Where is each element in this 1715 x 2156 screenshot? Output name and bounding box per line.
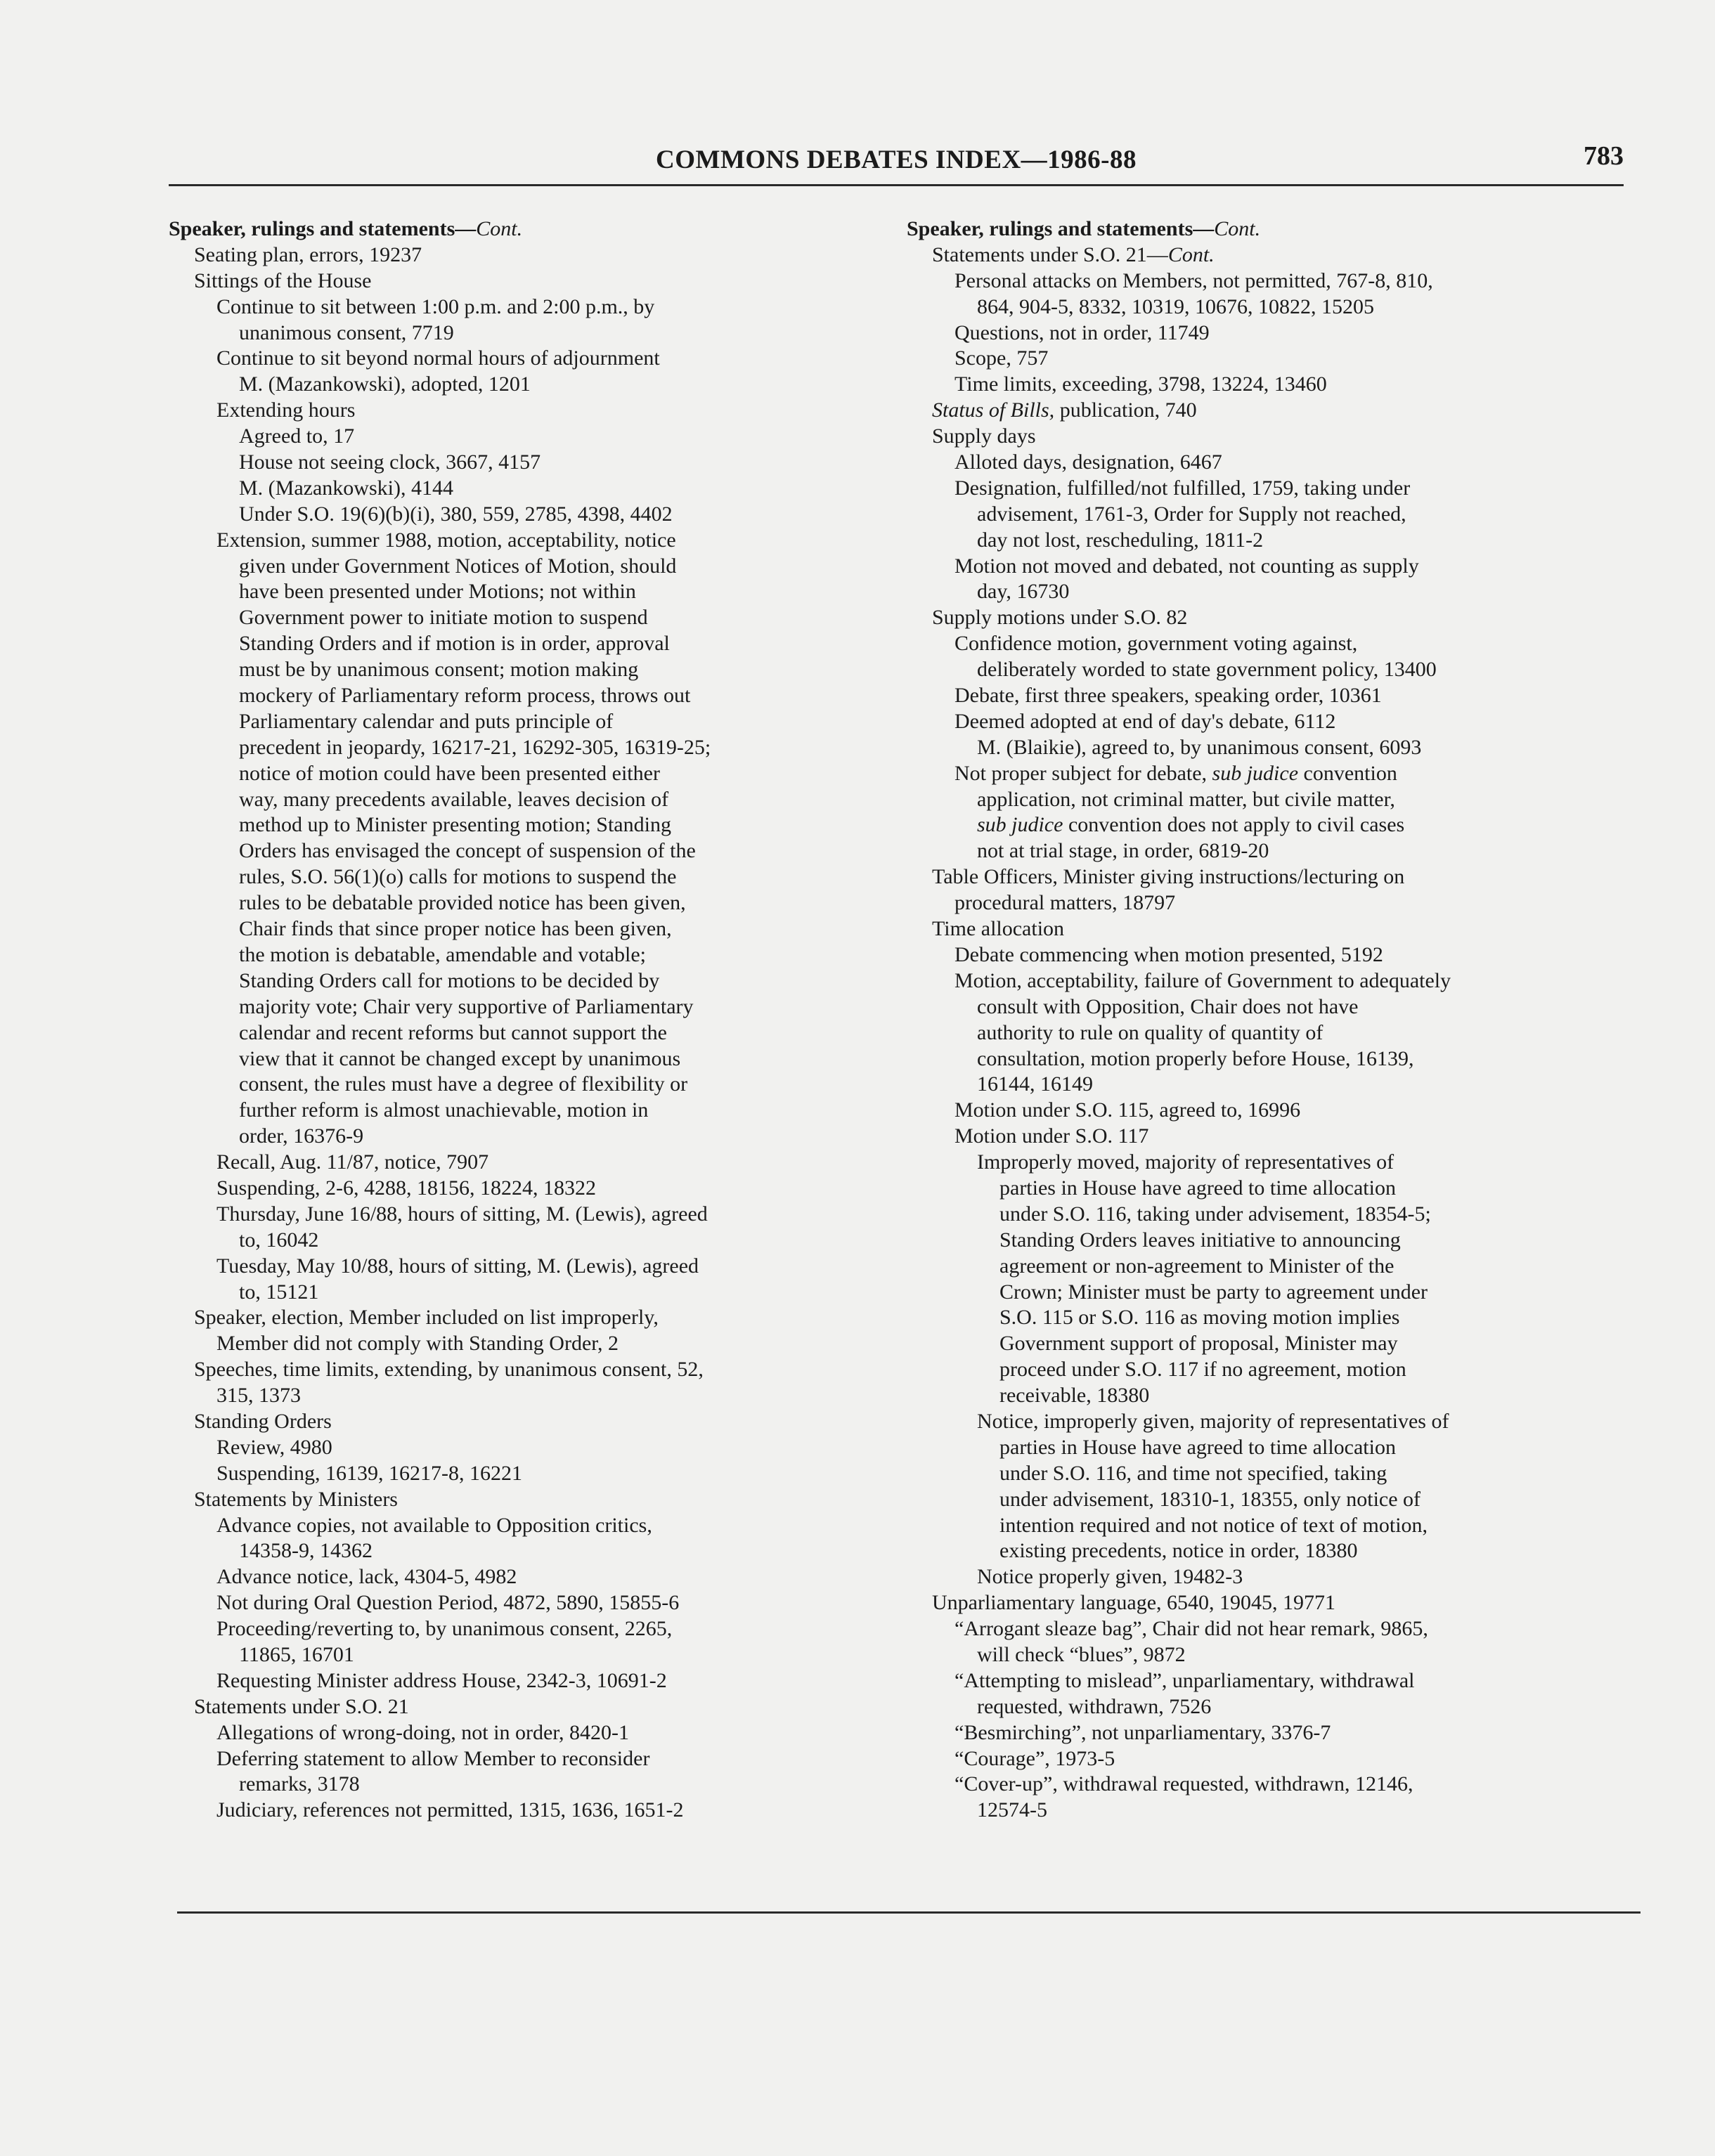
index-entry-text: order, 16376-9 (239, 1124, 364, 1148)
index-entry-line (169, 968, 872, 994)
index-entry-line (907, 864, 1631, 890)
index-entry-text: Standing Orders call for motions to be decided by (239, 968, 660, 992)
index-entry-text: majority vote; Chair very supportive of Parliamentary (239, 994, 694, 1018)
index-entry-text: intention required and not notice of text of motion, (999, 1513, 1428, 1537)
index-entry-line (907, 1228, 1631, 1254)
index-entry-text: Review, 4980 (216, 1435, 332, 1459)
index-entry-text: Table Officers, Minister giving instructions/lecturing on (932, 865, 1405, 889)
index-entry-text: calendar and recent reforms but cannot support the (239, 1020, 667, 1044)
index-entry-line (169, 1538, 872, 1564)
index-entry-text: Time allocation (932, 917, 1065, 941)
index-entry-line (907, 242, 1631, 268)
index-entry-line (169, 554, 872, 580)
index-entry-line (169, 994, 872, 1020)
index-entry-line (907, 1383, 1631, 1409)
index-entry-text: 12574-5 (977, 1798, 1047, 1822)
index-entry-line (169, 1331, 872, 1357)
index-entry-line (907, 216, 1631, 242)
index-entry-text: Sittings of the House (194, 268, 372, 292)
index-entry-line (907, 1435, 1631, 1461)
index-entry-line (169, 1772, 872, 1798)
index-entry-line (907, 631, 1631, 657)
index-entry-line (907, 1487, 1631, 1513)
index-entry-text: requested, withdrawn, 7526 (977, 1694, 1212, 1718)
index-entry-line (907, 372, 1631, 398)
index-entry-line (907, 1202, 1631, 1228)
index-entry-text: convention does not apply to civil cases (1063, 813, 1405, 837)
index-entry-text: unanimous consent, 7719 (239, 320, 454, 344)
index-entry-line (169, 683, 872, 709)
index-entry-line (907, 812, 1631, 838)
index-entry-text: Alloted days, designation, 6467 (954, 450, 1222, 474)
index-entry-line (169, 1564, 872, 1590)
index-entry-text: “Courage”, 1973-5 (954, 1746, 1115, 1770)
page-number: 783 (1584, 141, 1624, 171)
index-entry-text: the motion is debatable, amendable and votable; (239, 942, 646, 966)
index-entry-line (907, 890, 1631, 916)
index-entry-line (907, 1616, 1631, 1642)
footer-rule (177, 1911, 1640, 1914)
index-entry-text: Motion under S.O. 117 (954, 1124, 1149, 1148)
index-entry-line (907, 1668, 1631, 1694)
index-entry-text: to, 15121 (239, 1280, 319, 1304)
index-entry-line (169, 864, 872, 890)
index-entry-text: authority to rule on quality of quantity of (977, 1020, 1324, 1044)
index-entry-line (907, 1072, 1631, 1098)
index-entry-text: Cont. (1214, 217, 1261, 240)
index-entry-line (907, 1357, 1631, 1383)
page-title: COMMONS DEBATES INDEX—1986-88 (656, 145, 1137, 174)
index-entry-line (907, 1694, 1631, 1720)
index-entry-text: M. (Blaikie), agreed to, by unanimous consent, 6093 (977, 735, 1422, 759)
index-entry-line (169, 1383, 872, 1409)
index-entry-text: have been presented under Motions; not within (239, 580, 636, 604)
index-column-right (907, 216, 1631, 1824)
index-entry-text: Orders has envisaged the concept of suspension of the (239, 839, 696, 863)
index-entry-line (169, 1150, 872, 1176)
index-entry-text: Designation, fulfilled/not fulfilled, 1759, taking under (954, 476, 1411, 500)
index-entry-line (907, 735, 1631, 761)
index-entry-line (907, 683, 1631, 709)
index-entry-line (169, 761, 872, 787)
index-entry-line (907, 1564, 1631, 1590)
index-entry-text: Continue to sit beyond normal hours of adjournment (216, 346, 660, 370)
index-entry-text: Judiciary, references not permitted, 1315, 1636, 1651-2 (216, 1798, 684, 1822)
index-entry-line (907, 320, 1631, 346)
index-entry-line (169, 450, 872, 476)
index-entry-text: Member did not comply with Standing Order, 2 (216, 1332, 619, 1356)
index-entry-text: consultation, motion properly before House, 16139, (977, 1046, 1414, 1070)
index-entry-line (169, 1513, 872, 1539)
index-entry-line (169, 735, 872, 761)
index-entry-line (169, 1254, 872, 1280)
index-entry-text: S.O. 115 or S.O. 116 as moving motion implies (999, 1306, 1400, 1330)
index-entry-line (169, 1176, 872, 1202)
index-entry-line (907, 1124, 1631, 1150)
index-entry-text: agreement or non-agreement to Minister of the (999, 1254, 1394, 1278)
index-entry-line (169, 1668, 872, 1694)
index-entry-text: Supply motions under S.O. 82 (932, 606, 1188, 630)
index-entry-text: receivable, 18380 (999, 1384, 1150, 1408)
index-entry-text: Suspending, 16139, 16217-8, 16221 (216, 1461, 522, 1485)
index-entry-text: Standing Orders (194, 1409, 332, 1433)
index-entry-line (169, 424, 872, 450)
index-entry-text: Confidence motion, government voting against, (954, 632, 1358, 656)
index-entry-text: Government support of proposal, Minister may (999, 1332, 1398, 1356)
index-entry-line (169, 268, 872, 294)
index-entry-line (907, 605, 1631, 631)
index-entry-line (907, 942, 1631, 968)
index-entry-line (169, 1228, 872, 1254)
index-entry-line (169, 1020, 872, 1046)
index-entry-text: Deemed adopted at end of day's debate, 6112 (954, 709, 1336, 733)
index-entry-text: precedent in jeopardy, 16217-21, 16292-305, 16319-25; (239, 735, 711, 759)
index-entry-text: Deferring statement to allow Member to reconsider (216, 1746, 650, 1770)
index-entry-text: Debate, first three speakers, speaking order, 10361 (954, 684, 1382, 708)
index-entry-line (169, 890, 872, 916)
index-entry-text: parties in House have agreed to time allocation (999, 1435, 1396, 1459)
page-header (169, 141, 1624, 183)
index-entry-line (169, 579, 872, 605)
index-entry-text: given under Government Notices of Motion, should (239, 554, 677, 578)
index-entry-line (907, 346, 1631, 372)
index-entry-line (169, 320, 872, 346)
index-entry-text: Extending hours (216, 398, 356, 422)
index-entry-text: sub judice (1212, 761, 1299, 785)
index-entry-text: Allegations of wrong-doing, not in order, 8420-1 (216, 1720, 630, 1744)
index-entry-line (907, 1254, 1631, 1280)
index-entry-line (169, 1357, 872, 1383)
index-entry-line (907, 1150, 1631, 1176)
index-entry-text: further reform is almost unachievable, motion in (239, 1098, 649, 1122)
index-entry-text: to, 16042 (239, 1228, 319, 1252)
index-entry-text: Crown; Minister must be party to agreement under (999, 1280, 1428, 1304)
index-entry-line (169, 1642, 872, 1668)
index-entry-line (907, 476, 1631, 502)
index-entry-line (907, 1176, 1631, 1202)
index-entry-text: way, many precedents available, leaves decision of (239, 787, 669, 811)
index-entry-line (169, 1694, 872, 1720)
index-entry-line (907, 1046, 1631, 1072)
index-entry-text: “Attempting to mislead”, unparliamentary, withdrawal (954, 1668, 1415, 1692)
index-entry-text: Status of Bills, (932, 398, 1055, 422)
index-entry-text: deliberately worded to state government policy, 13400 (977, 658, 1437, 682)
index-entry-line (907, 1020, 1631, 1046)
index-entry-line (907, 1590, 1631, 1616)
index-entry-line (169, 1487, 872, 1513)
index-entry-text: view that it cannot be changed except by unanimous (239, 1046, 681, 1070)
index-entry-line (907, 838, 1631, 864)
index-entry-line (907, 424, 1631, 450)
index-entry-line (169, 1305, 872, 1331)
index-entry-text: proceed under S.O. 117 if no agreement, motion (999, 1358, 1406, 1382)
index-entry-line (907, 579, 1631, 605)
index-entry-text: House not seeing clock, 3667, 4157 (239, 450, 541, 474)
index-entry-text: M. (Mazankowski), 4144 (239, 476, 453, 500)
index-entry-text: Speaker, election, Member included on list improperly, (194, 1306, 659, 1330)
index-entry-text: day, 16730 (977, 580, 1070, 604)
index-entry-text: Motion, acceptability, failure of Government to adequately (954, 968, 1451, 992)
index-entry-text: Speaker, rulings and statements (907, 217, 1193, 240)
index-entry-line (907, 1280, 1631, 1306)
index-entry-text: convention (1298, 761, 1397, 785)
index-entry-text: application, not criminal matter, but civile matter, (977, 787, 1395, 811)
index-entry-text: Thursday, June 16/88, hours of sitting, M. (Lewis), agreed (216, 1202, 708, 1226)
index-entry-text: “Besmirching”, not unparliamentary, 3376-7 (954, 1720, 1331, 1744)
index-entry-text: Cont. (476, 217, 523, 240)
index-entry-text: notice of motion could have been presented either (239, 761, 660, 785)
index-entry-text: Advance copies, not available to Opposition critics, (216, 1513, 652, 1537)
index-entry-text: Not proper subject for debate, (954, 761, 1212, 785)
index-entry-line (169, 1098, 872, 1124)
index-entry-line (907, 1098, 1631, 1124)
index-entry-text: Time limits, exceeding, 3798, 13224, 13460 (954, 372, 1327, 396)
index-entry-text: Agreed to, 17 (239, 424, 355, 448)
index-entry-text: Not during Oral Question Period, 4872, 5890, 15855-6 (216, 1591, 680, 1615)
index-entry-line (907, 294, 1631, 320)
index-entry-text: will check “blues”, 9872 (977, 1642, 1186, 1666)
index-entry-line (907, 916, 1631, 942)
index-entry-line (907, 528, 1631, 554)
index-entry-line (169, 1072, 872, 1098)
index-column-left (169, 216, 872, 1824)
index-entry-text: Statements under S.O. 21 (194, 1694, 409, 1718)
index-entry-text: sub judice (977, 813, 1063, 837)
index-entry-text: method up to Minister presenting motion; Standing (239, 813, 671, 837)
index-entry-text: rules to be debatable provided notice has been given, (239, 891, 686, 915)
index-entry-text: consult with Opposition, Chair does not have (977, 994, 1359, 1018)
index-entry-text: day not lost, rescheduling, 1811-2 (977, 528, 1264, 552)
index-entry-text: 14358-9, 14362 (239, 1539, 373, 1563)
index-entry-text: — (455, 217, 477, 240)
index-entry-text: Standing Orders and if motion is in order, approval (239, 632, 670, 656)
index-entry-text: Unparliamentary language, 6540, 19045, 19771 (932, 1591, 1336, 1615)
index-entry-text: “Arrogant sleaze bag”, Chair did not hear remark, 9865, (954, 1617, 1428, 1641)
index-entry-text: M. (Mazankowski), adopted, 1201 (239, 372, 531, 396)
index-entry-text: Requesting Minister address House, 2342-3, 10691-2 (216, 1668, 667, 1692)
index-entry-line (907, 761, 1631, 787)
index-entry-text: Statements under S.O. 21— (932, 242, 1168, 266)
index-entry-text: Seating plan, errors, 19237 (194, 242, 422, 266)
index-entry-text: Motion under S.O. 115, agreed to, 16996 (954, 1098, 1301, 1122)
index-entry-line (907, 1642, 1631, 1668)
index-entry-line (907, 1720, 1631, 1746)
index-entry-text: Speaker, rulings and statements (169, 217, 455, 240)
index-entry-text: under S.O. 116, taking under advisement, 18354-5; (999, 1202, 1431, 1226)
index-entry-text: existing precedents, notice in order, 18380 (999, 1539, 1358, 1563)
header-rule (169, 184, 1624, 186)
index-entry-text: Extension, summer 1988, motion, acceptability, notice (216, 528, 676, 552)
index-entry-line (169, 1461, 872, 1487)
index-entry-text: Government power to initiate motion to suspend (239, 606, 648, 630)
index-entry-line (169, 1280, 872, 1306)
index-entry-line (169, 812, 872, 838)
index-entry-text: mockery of Parliamentary reform process, throws out (239, 684, 691, 708)
index-entry-line (169, 1124, 872, 1150)
index-entry-line (169, 1202, 872, 1228)
index-entry-text: Standing Orders leaves initiative to announcing (999, 1228, 1401, 1252)
index-entry-line (169, 787, 872, 813)
index-entry-text: rules, S.O. 56(1)(o) calls for motions to suspend the (239, 865, 677, 889)
index-entry-line (907, 1461, 1631, 1487)
index-entry-text: procedural matters, 18797 (954, 891, 1176, 915)
index-entry-text: parties in House have agreed to time allocation (999, 1176, 1396, 1200)
index-entry-text: Supply days (932, 424, 1036, 448)
index-entry-line (907, 994, 1631, 1020)
index-entry-text: consent, the rules must have a degree of flexibility or (239, 1072, 688, 1096)
index-entry-line (169, 657, 872, 683)
index-entry-line (169, 502, 872, 528)
index-entry-text: must be by unanimous consent; motion making (239, 658, 639, 682)
index-entry-text: Cont. (1167, 242, 1215, 266)
index-entry-text: 864, 904-5, 8332, 10319, 10676, 10822, 15205 (977, 294, 1374, 318)
index-entry-text: Improperly moved, majority of representatives of (977, 1150, 1394, 1174)
index-entry-line (907, 787, 1631, 813)
index-entry-text: 315, 1373 (216, 1384, 301, 1408)
index-entry-line (169, 398, 872, 424)
index-entry-text: not at trial stage, in order, 6819-20 (977, 839, 1269, 863)
index-entry-line (169, 1046, 872, 1072)
index-entry-text: Recall, Aug. 11/87, notice, 7907 (216, 1150, 489, 1174)
index-entry-line (907, 709, 1631, 735)
index-entry-line (907, 1513, 1631, 1539)
index-entry-line (907, 1409, 1631, 1435)
index-entry-text: Questions, not in order, 11749 (954, 320, 1210, 344)
index-entry-line (169, 528, 872, 554)
index-entry-line (169, 916, 872, 942)
index-entry-line (169, 1409, 872, 1435)
index-entry-text: remarks, 3178 (239, 1772, 360, 1796)
index-entry-line (169, 1798, 872, 1824)
index-entry-text: under S.O. 116, and time not specified, taking (999, 1461, 1387, 1485)
index-entry-line (907, 1331, 1631, 1357)
index-entry-line (169, 1720, 872, 1746)
index-entry-line (907, 268, 1631, 294)
index-entry-line (907, 1772, 1631, 1798)
index-entry-line (169, 216, 872, 242)
index-entry-line (907, 450, 1631, 476)
index-entry-text: Motion not moved and debated, not counting as supply (954, 554, 1419, 578)
index-entry-text: — (1193, 217, 1215, 240)
index-entry-line (907, 502, 1631, 528)
index-entry-line (907, 398, 1631, 424)
index-entry-text: Chair finds that since proper notice has been given, (239, 917, 672, 941)
index-entry-text: advisement, 1761-3, Order for Supply not reached, (977, 502, 1406, 526)
index-entry-text: Statements by Ministers (194, 1487, 398, 1511)
index-entry-text: Under S.O. 19(6)(b)(i), 380, 559, 2785, 4398, 4402 (239, 502, 673, 526)
index-entry-line (907, 554, 1631, 580)
index-entry-line (169, 605, 872, 631)
index-entry-text: Tuesday, May 10/88, hours of sitting, M. (Lewis), agreed (216, 1254, 699, 1278)
index-entry-line (907, 1798, 1631, 1824)
index-entry-line (907, 1538, 1631, 1564)
index-entry-text: Advance notice, lack, 4304-5, 4982 (216, 1565, 517, 1589)
index-entry-text: Continue to sit between 1:00 p.m. and 2:00 p.m., by (216, 294, 655, 318)
index-entry-text: under advisement, 18310-1, 18355, only notice of (999, 1487, 1421, 1511)
index-entry-text: Scope, 757 (954, 346, 1049, 370)
index-entry-line (169, 838, 872, 864)
index-entry-line (169, 1746, 872, 1772)
index-entry-line (169, 346, 872, 372)
index-entry-line (169, 242, 872, 268)
index-entry-text: Notice properly given, 19482-3 (977, 1565, 1243, 1589)
index-entry-line (169, 942, 872, 968)
index-entry-text: Debate commencing when motion presented, 5192 (954, 942, 1383, 966)
index-entry-line (169, 1616, 872, 1642)
index-entry-line (907, 657, 1631, 683)
index-entry-line (169, 631, 872, 657)
index-entry-text: Speeches, time limits, extending, by unanimous consent, 52, (194, 1358, 704, 1382)
index-entry-line (907, 968, 1631, 994)
index-entry-text: “Cover-up”, withdrawal requested, withdrawn, 12146, (954, 1772, 1413, 1796)
index-entry-text: publication, 740 (1054, 398, 1197, 422)
index-entry-line (169, 1435, 872, 1461)
index-entry-text: Suspending, 2-6, 4288, 18156, 18224, 18322 (216, 1176, 596, 1200)
index-entry-line (907, 1746, 1631, 1772)
index-entry-line (169, 372, 872, 398)
index-entry-line (169, 709, 872, 735)
index-entry-line (169, 476, 872, 502)
index-entry-line (169, 294, 872, 320)
index-entry-text: Notice, improperly given, majority of representatives of (977, 1409, 1449, 1433)
index-entry-text: Parliamentary calendar and puts principle of (239, 709, 614, 733)
index-entry-line (907, 1305, 1631, 1331)
index-entry-text: Proceeding/reverting to, by unanimous consent, 2265, (216, 1617, 673, 1641)
index-entry-text: 16144, 16149 (977, 1072, 1093, 1096)
index-entry-line (169, 1590, 872, 1616)
index-entry-text: Personal attacks on Members, not permitted, 767-8, 810, (954, 268, 1433, 292)
index-entry-text: 11865, 16701 (239, 1642, 354, 1666)
